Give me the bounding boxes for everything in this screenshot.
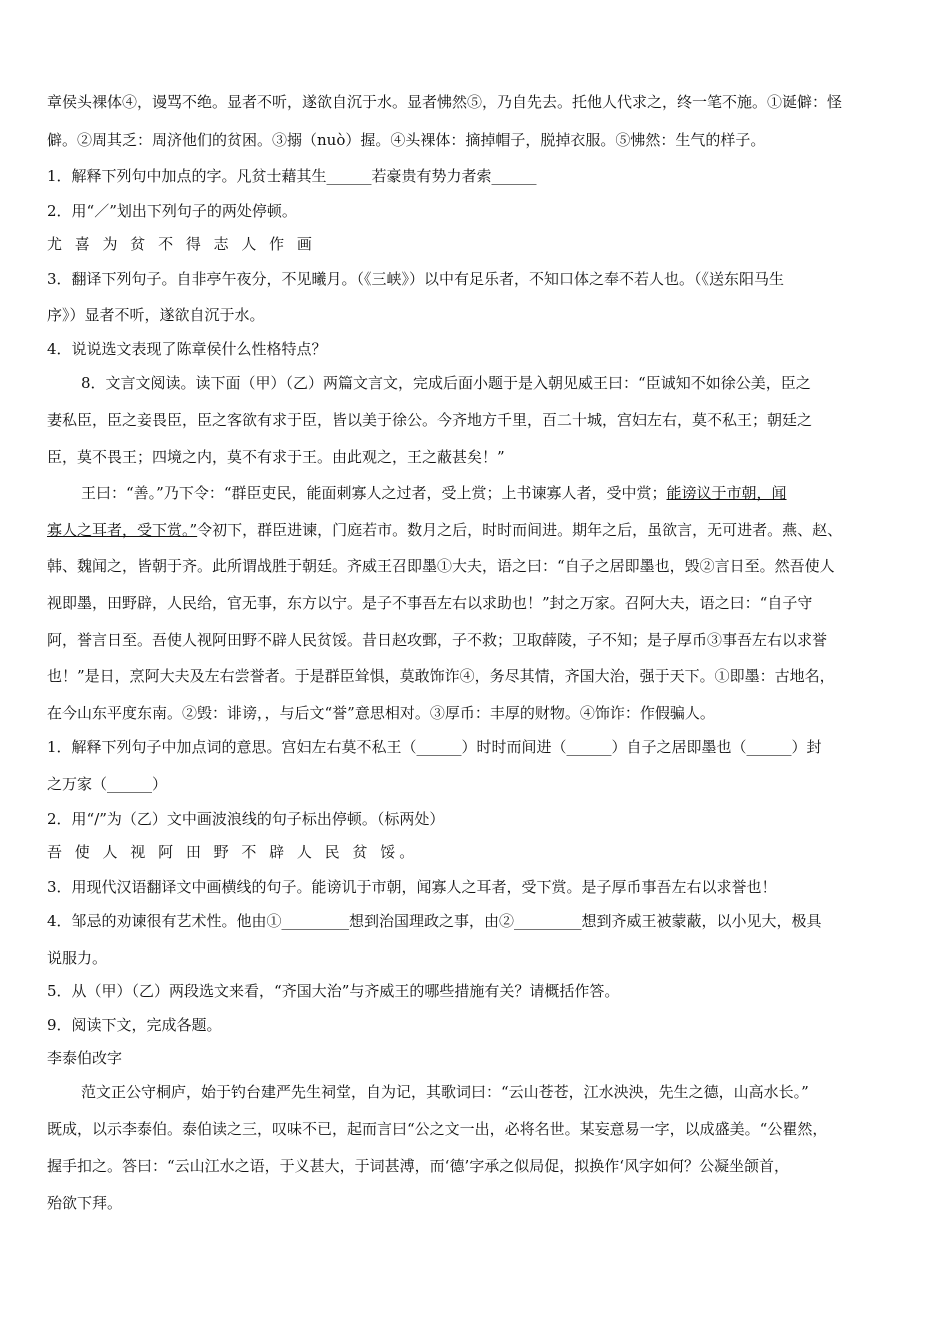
- line-text: 1．解释下列句中加点的字。凡贫士藉其生______若豪贵有势力者索______: [47, 167, 537, 185]
- line-text: 说服力。: [47, 949, 108, 967]
- text-line: [47, 556, 907, 576]
- line-text: 令初下，群臣进谏，门庭若市。数月之后，时时而间进。期年之后，虽欲言，无可进者。燕、赵、: [197, 521, 843, 539]
- line-text: 妻私臣，臣之妾畏臣，臣之客欲有求于臣，皆以美于徐公。今齐地方千里，百二十城，宫妇左右，莫不私王；朝廷之: [47, 411, 813, 429]
- text-line: [47, 774, 907, 794]
- line-text: 2．用“／”划出下列句子的两处停顿。: [47, 202, 297, 220]
- line-text: 王曰：“善。”乃下令：“群臣吏民，能面刺寡人之过者，受上赏；上书谏寡人者，受中赏；: [81, 484, 667, 502]
- line-text: 章侯头裸体④，谩骂不绝。显者不听，遂欲自沉于水。显者怫然⑤，乃自先去。托他人代求之，终一笔不施。①诞僻：怪: [47, 93, 843, 111]
- line-text: 4．邹忌的劝谏很有艺术性。他由①_________想到治国理政之事，由②_________想到齐威王被蒙蔽，以小见大，极具: [47, 912, 822, 930]
- text-line: [47, 981, 907, 1001]
- text-line: [47, 410, 907, 430]
- text-line: [47, 630, 907, 650]
- line-text: 视即墨，田野辟，人民给，官无事，东方以宁。是子不事吾左右以求助也！”封之万家。召阿大夫，语之曰：“自子守: [47, 594, 813, 612]
- underlined-phrase: 能谤议于市朝，闻: [666, 484, 787, 502]
- text-line: [47, 1156, 907, 1176]
- text-line: [47, 948, 907, 968]
- text-line: [47, 130, 907, 150]
- underlined-phrase: 寡人之耳者，受下赏。”: [47, 521, 198, 539]
- text-line: [47, 842, 907, 862]
- line-text: 握手扣之。答曰：“云山江水之语，于义甚大，于词甚溥，而‘德’字承之似局促，拟换作‘风字如何？公凝坐颌首，: [47, 1157, 789, 1175]
- text-line: [47, 1048, 907, 1068]
- line-text: 尤 喜 为 贫 不 得 志 人 作 画: [47, 235, 316, 253]
- text-line: [47, 201, 907, 221]
- line-text: 9．阅读下文，完成各题。: [47, 1016, 222, 1034]
- line-text: 3．用现代汉语翻译文中画横线的句子。能谤讥于市朝，闻寡人之耳者，受下赏。是子厚币事吾左右以求誉也！: [47, 878, 777, 896]
- line-text: 在今山东平度东南。②毁：诽谤，，与后文“誉”意思相对。③厚币：丰厚的财物。④饰诈：作假骗人。: [47, 704, 715, 722]
- line-text: 3．翻译下列句子。自非亭午夜分，不见曦月。（《三峡》）以中有足乐者，不知口体之奉不若人也。（《送东阳马生: [47, 270, 785, 288]
- line-text: 韩、魏闻之，皆朝于齐。此所谓战胜于朝廷。齐威王召即墨①大夫，语之曰：“自子之居即墨也，毁②言日至。然吾使人: [47, 557, 835, 575]
- line-text: 5．从（甲）（乙）两段选文来看，“齐国大治”与齐威王的哪些措施有关？请概括作答。: [47, 982, 620, 1000]
- text-line: [47, 520, 907, 540]
- line-text: 吾 使 人 视 阿 田 野 不 辟 人 民 贫 馁。: [47, 843, 419, 861]
- text-line: [47, 234, 907, 254]
- line-text: 也！”是日，烹阿大夫及左右尝誉者。于是群臣耸惧，莫敢饰诈④，务尽其情，齐国大治，强于天下。①即墨：古地名，: [47, 667, 835, 685]
- line-text: 僻。②周其乏：周济他们的贫困。③搦（nuò）握。④头裸体：摘掉帽子，脱掉衣服。⑤怫然：生气的样子。: [47, 131, 766, 149]
- text-line: [47, 703, 907, 723]
- line-text: 8．文言文阅读。读下面（甲）（乙）两篇文言文，完成后面小题于是入朝见威王曰：“臣诚知不如徐公美，臣之: [81, 374, 811, 392]
- text-line: [81, 1082, 941, 1102]
- text-line: [47, 593, 907, 613]
- line-text: 臣，莫不畏王；四境之内，莫不有求于王。由此观之，王之蔽甚矣！”: [47, 448, 505, 466]
- text-line: [81, 373, 941, 393]
- line-text: 之万家（______）: [47, 775, 168, 793]
- text-line: [47, 447, 907, 467]
- text-line: [47, 339, 907, 359]
- text-line: [47, 92, 907, 112]
- line-text: 2．用“/”为（乙）文中画波浪线的句子标出停顿。（标两处）: [47, 810, 445, 828]
- line-text: 殆欲下拜。: [47, 1194, 123, 1212]
- text-line: [47, 809, 907, 829]
- line-text: 序》）显者不听，遂欲自沉于水。: [47, 306, 265, 324]
- line-text: 既成，以示李泰伯。泰伯读之三，叹味不已，起而言曰“公之文一出，必将名世。某妄意易一字，以成盛美。“公瞿然，: [47, 1120, 828, 1138]
- text-line: [47, 1119, 907, 1139]
- line-text: 4．说说选文表现了陈章侯什么性格特点？: [47, 340, 327, 358]
- text-line: [47, 911, 907, 931]
- line-text: 1．解释下列句子中加点词的意思。宫妇左右莫不私王（______）时时而间进（______）自子之居即墨也（______）封: [47, 738, 822, 756]
- line-text: 李泰伯改字: [47, 1049, 123, 1067]
- text-line: [47, 305, 907, 325]
- line-text: 阿，誉言日至。吾使人视阿田野不辟人民贫馁。昔日赵攻鄄，子不救；卫取薛陵，子不知；是子厚币③事吾左右以求誉: [47, 631, 828, 649]
- line-text: 范文正公守桐庐，始于钓台建严先生祠堂，自为记，其歌词曰：“云山苍苍，江水泱泱，先生之德，山高水长。”: [81, 1083, 809, 1101]
- text-line: [81, 483, 941, 503]
- text-line: [47, 1015, 907, 1035]
- text-line: [47, 877, 907, 897]
- text-line: [47, 269, 907, 289]
- text-line: [47, 737, 907, 757]
- text-line: [47, 1193, 907, 1213]
- text-line: [47, 166, 907, 186]
- text-line: [47, 666, 907, 686]
